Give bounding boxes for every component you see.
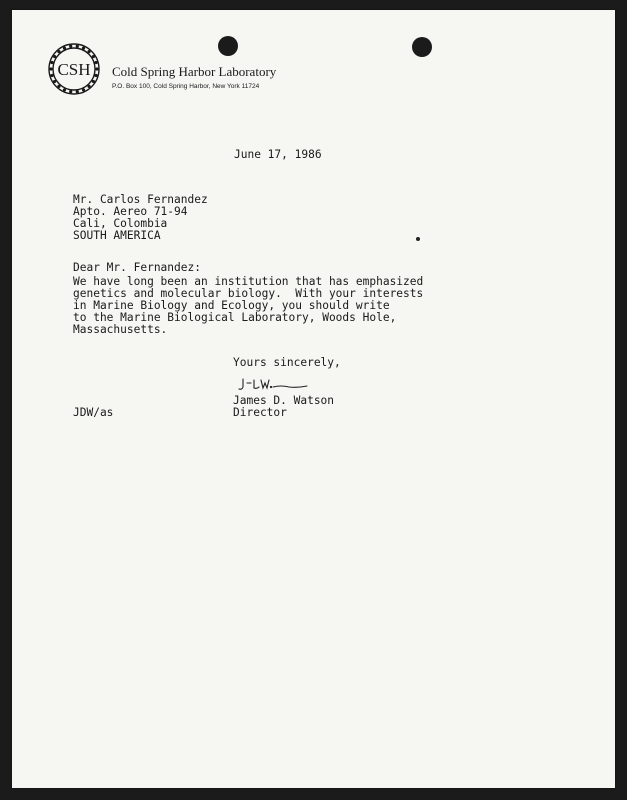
logo-text: CSH	[57, 60, 91, 79]
letter-page	[12, 10, 615, 788]
ink-speck	[416, 237, 420, 241]
letter-body	[73, 276, 423, 336]
typist-initials: JDW/as	[73, 406, 114, 419]
body-line: We have long been an institution that has emphasized	[73, 275, 424, 288]
signer-title: Director	[233, 406, 287, 419]
punch-hole-left	[218, 36, 238, 56]
salutation: Dear Mr. Fernandez:	[73, 261, 201, 274]
body-line: in Marine Biology and Ecology, you should write	[73, 299, 390, 312]
signer-name: James D. Watson	[233, 394, 335, 407]
recipient-line: Apto. Aereo 71-94	[73, 205, 188, 218]
body-line: genetics and molecular biology. With your interests	[73, 287, 424, 300]
body-line: Massachusetts.	[73, 323, 168, 336]
letter-date: June 17, 1986	[234, 148, 322, 161]
recipient-line: SOUTH AMERICA	[73, 229, 161, 242]
closing: Yours sincerely,	[233, 356, 341, 369]
recipient-line: Cali, Colombia	[73, 217, 168, 230]
body-line: to the Marine Biological Laboratory, Woods Hole,	[73, 311, 397, 324]
institution-address: P.O. Box 100, Cold Spring Harbor, New York 11724	[112, 83, 260, 90]
recipient-address	[73, 194, 208, 242]
csh-logo-icon	[45, 40, 103, 98]
punch-hole-right	[412, 37, 432, 57]
recipient-line: Mr. Carlos Fernandez	[73, 193, 208, 206]
handwritten-signature	[237, 373, 317, 395]
institution-name: Cold Spring Harbor Laboratory	[112, 64, 277, 79]
